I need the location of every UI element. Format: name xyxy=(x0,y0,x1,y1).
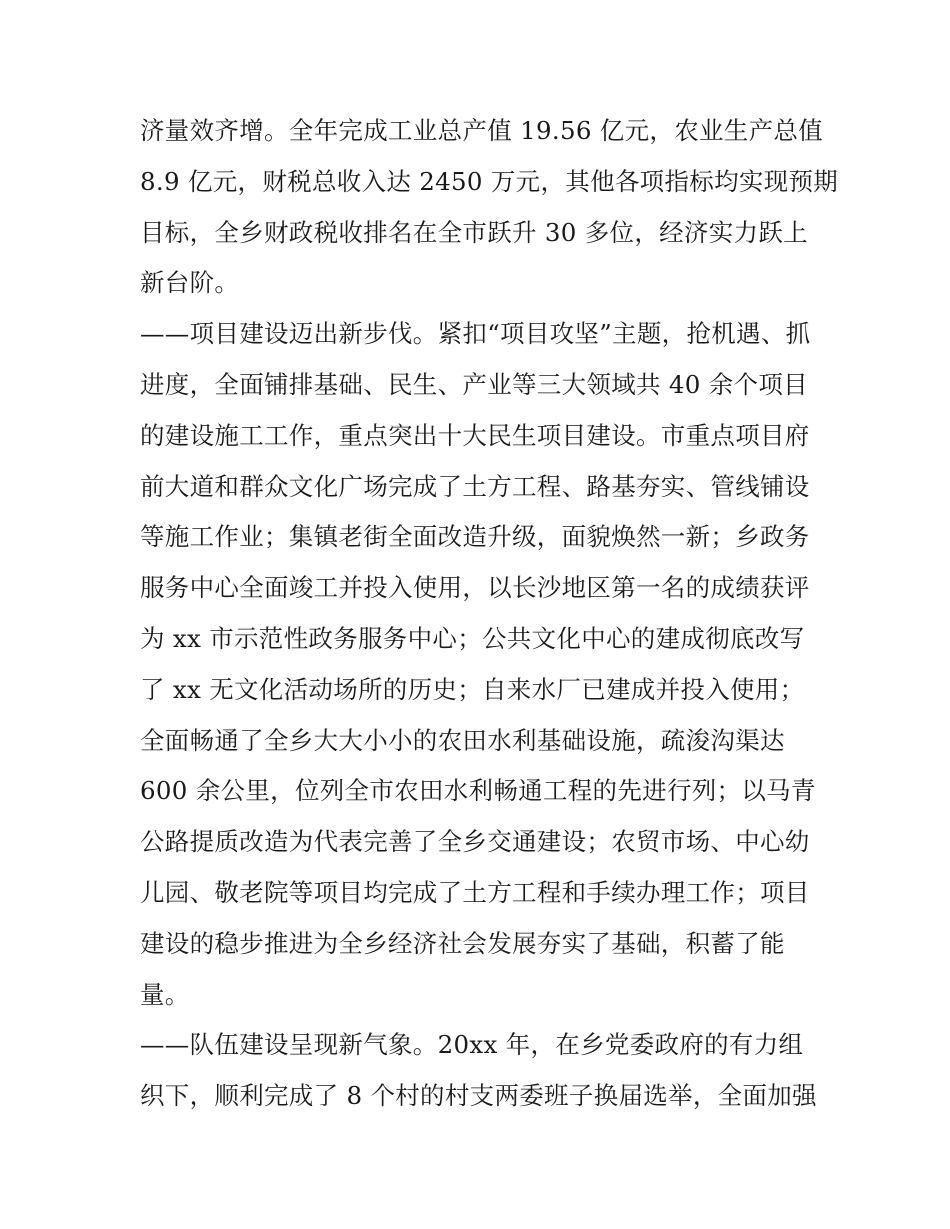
text-line: ——项目建设迈出新步伐。紧扣“项目攻坚”主题，抢机遇、抓 xyxy=(140,319,811,349)
text-line: 8.9 亿元，财税总收入达 2450 万元，其他各项指标均实现预期 xyxy=(140,166,839,196)
text-line: 前大道和群众文化广场完成了土方工程、路基夯实、管线铺设 xyxy=(140,471,810,501)
text-line: 建设的稳步推进为全乡经济社会发展夯实了基础，积蓄了能 xyxy=(140,928,785,958)
text-line: 全面畅通了全乡大大小小的农田水利基础设施，疏浚沟渠达 xyxy=(140,725,785,755)
text-line: 新台阶。 xyxy=(140,268,240,298)
text-line: 600 余公里，位列全市农田水利畅通工程的先进行列；以马青 xyxy=(140,776,816,806)
text-line: 进度，全面铺排基础、民生、产业等三大领域共 40 余个项目 xyxy=(140,369,808,399)
text-line: 儿园、敬老院等项目均完成了土方工程和手续办理工作；项目 xyxy=(140,877,810,907)
text-line: 等施工作业；集镇老街全面改造升级，面貌焕然一新；乡政务 xyxy=(140,522,810,552)
text-line: 织下，顺利完成了 8 个村的村支两委班子换届选举，全面加强 xyxy=(140,1081,817,1111)
text-line: 量。 xyxy=(140,979,190,1009)
text-line: ——队伍建设呈现新气象。20xx 年，在乡党委政府的有力组 xyxy=(140,1030,804,1060)
text-line: 服务中心全面竣工并投入使用，以长沙地区第一名的成绩获评 xyxy=(140,573,810,603)
text-line: 了 xx 无文化活动场所的历史；自来水厂已建成并投入使用； xyxy=(140,674,805,704)
text-line: 济量效齐增。全年完成工业总产值 19.56 亿元，农业生产总值 xyxy=(140,116,824,145)
text-line: 公路提质改造为代表完善了全乡交通建设；农贸市场、中心幼 xyxy=(140,827,810,857)
text-line: 为 xx 市示范性政务服务中心；公共文化中心的建成彻底改写 xyxy=(140,623,805,653)
body-text xyxy=(140,106,839,1122)
text-line: 的建设施工工作，重点突出十大民生项目建设。市重点项目府 xyxy=(140,420,810,450)
text-line: 目标，全乡财政税收排名在全市跃升 30 多位，经济实力跃上 xyxy=(140,217,808,247)
